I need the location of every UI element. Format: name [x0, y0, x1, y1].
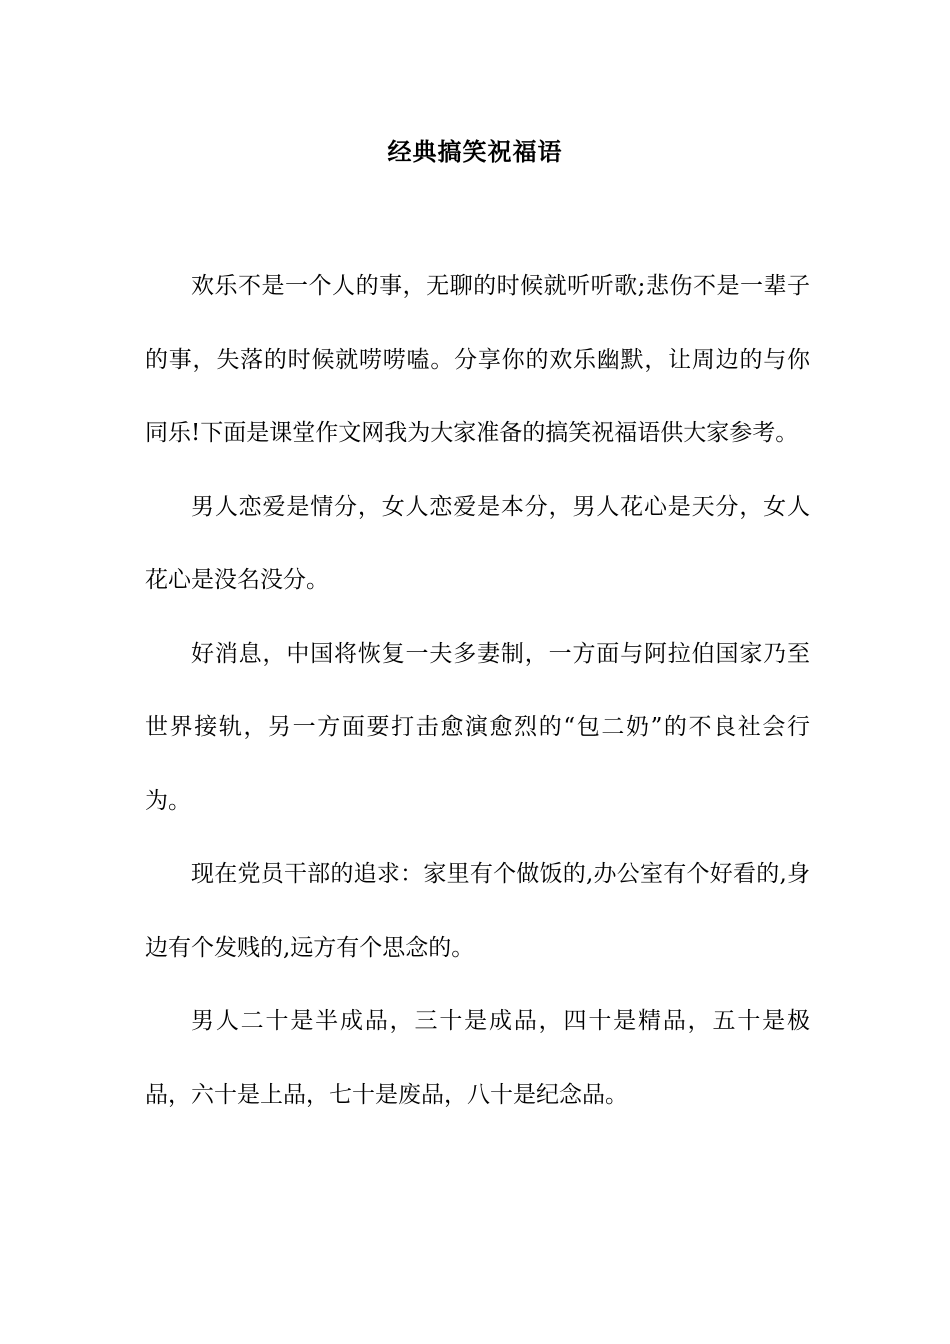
- paragraph-news: 好消息，中国将恢复一夫多妻制，一方面与阿拉伯国家乃至世界接轨，另一方面要打击愈演愈烈的“包二奶”的不良社会行为。: [145, 640, 810, 814]
- paragraph-intro: 欢乐不是一个人的事，无聊的时候就听听歌;悲伤不是一辈子的事，失落的时候就唠唠嗑。分享你的欢乐幽默，让周边的与你同乐!下面是课堂作文网我为大家准备的搞笑祝福语供大家参考。: [145, 273, 810, 446]
- paragraph-officials: 现在党员干部的追求：家里有个做饭的,办公室有个好看的,身边有个发贱的,远方有个思念的。: [145, 861, 810, 961]
- document-body: [145, 250, 810, 1132]
- document-title: 经典搞笑祝福语: [387, 137, 563, 166]
- paragraph-love: 男人恋爱是情分，女人恋爱是本分，男人花心是天分，女人花心是没名没分。: [145, 493, 810, 593]
- paragraph-men-ages: 男人二十是半成品，三十是成品，四十是精品，五十是极品，六十是上品，七十是废品，八十是纪念品。: [145, 1008, 810, 1108]
